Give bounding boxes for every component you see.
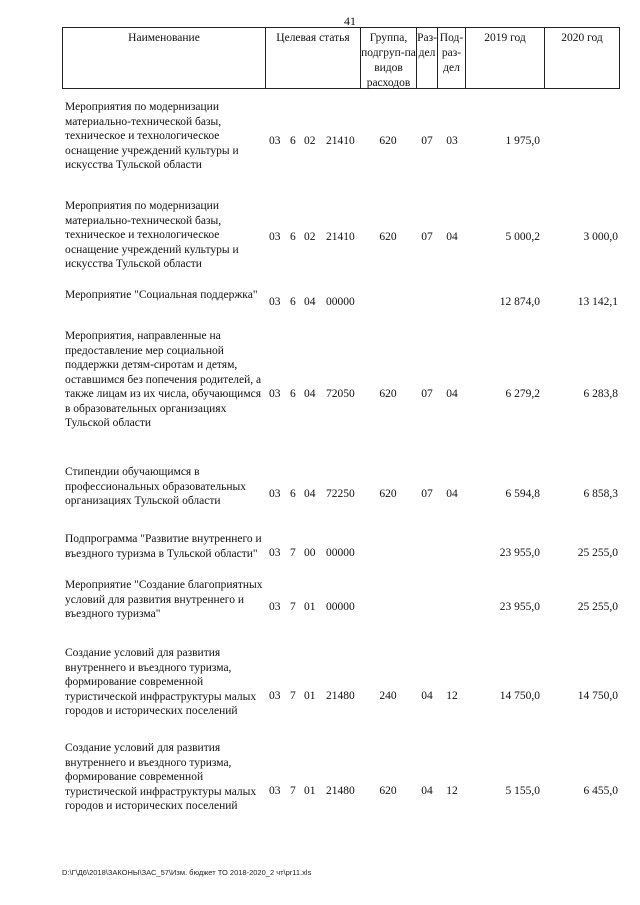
cell-y2020: 6 283,8	[583, 388, 618, 400]
cell-y2019: 6 594,8	[505, 488, 540, 500]
row-name: Мероприятие "Социальная поддержка"	[65, 289, 258, 301]
cell-p2: 7	[290, 690, 296, 702]
row-name: Мероприятие "Создание благоприятных условий для развития внутреннего и въездного туризма"	[65, 579, 263, 620]
cell-p4: 21480	[326, 785, 355, 797]
cell-p4: 21480	[326, 690, 355, 702]
cell-p3: 02	[304, 135, 316, 147]
cell-p2: 7	[290, 601, 296, 613]
cell-y2019: 6 279,2	[505, 388, 540, 400]
cell-y2020: 13 142,1	[577, 296, 618, 308]
row-name: Стипендии обучающимся в профессиональных образовательных организациях Тульской области	[65, 466, 246, 507]
header-name: Наименование	[62, 27, 266, 89]
cell-p1: 03	[269, 690, 281, 702]
cell-pod: 12	[446, 690, 458, 702]
cell-y2019: 1 975,0	[505, 135, 540, 147]
cell-p4: 00000	[326, 296, 355, 308]
cell-y2019: 14 750,0	[499, 690, 540, 702]
cell-pod: 04	[446, 488, 458, 500]
cell-p1: 03	[269, 547, 281, 559]
cell-y2020: 3 000,0	[583, 231, 618, 243]
cell-p3: 00	[304, 547, 316, 559]
cell-y2020: 25 255,0	[577, 547, 618, 559]
cell-p1: 03	[269, 488, 281, 500]
cell-p1: 03	[269, 135, 281, 147]
cell-p4: 00000	[326, 601, 355, 613]
cell-y2019: 23 955,0	[499, 601, 540, 613]
cell-pod: 04	[446, 388, 458, 400]
cell-y2019: 5 000,2	[505, 231, 540, 243]
cell-raz: 04	[421, 690, 433, 702]
cell-p2: 7	[290, 785, 296, 797]
cell-y2019: 23 955,0	[499, 547, 540, 559]
header-group: Группа, подгруп-па видов расходов	[360, 27, 417, 89]
row-name: Создание условий для развития внутреннего и въездного туризма, формирование современной туристической инфраструктуры малых городов и исторических поселений	[65, 742, 257, 812]
header-razdel: Раз-дел	[416, 27, 438, 89]
cell-p3: 01	[304, 690, 316, 702]
cell-raz: 07	[421, 488, 433, 500]
page-number: 41	[344, 14, 356, 28]
cell-y2019: 5 155,0	[505, 785, 540, 797]
cell-raz: 04	[421, 785, 433, 797]
cell-p2: 6	[290, 388, 296, 400]
cell-p2: 6	[290, 296, 296, 308]
header-year-2019: 2019 год	[465, 27, 545, 89]
cell-p1: 03	[269, 231, 281, 243]
cell-y2019: 12 874,0	[499, 296, 540, 308]
cell-p4: 00000	[326, 547, 355, 559]
cell-p4: 21410	[326, 135, 355, 147]
file-path-footer: D:\Г\Д6\2018\ЗАКОНЫ\ЗАС_57\Изм. бюджет ТО 2018-2020_2 чт\pr11.xls	[62, 868, 312, 877]
cell-grp: 620	[379, 388, 397, 400]
cell-p1: 03	[269, 296, 281, 308]
cell-grp: 620	[379, 785, 397, 797]
cell-y2020: 25 255,0	[577, 601, 618, 613]
header-code: Целевая статья	[265, 27, 361, 89]
cell-pod: 04	[446, 231, 458, 243]
cell-raz: 07	[421, 135, 433, 147]
row-name: Мероприятия, направленные на предоставление мер социальной поддержки детям-сиротам и детям, оставшимся без попечения родителей, а также лицам из их числа, обучающимся в образовательных организациях Тульской области	[65, 330, 262, 429]
cell-p4: 21410	[326, 231, 355, 243]
cell-grp: 240	[379, 690, 397, 702]
cell-p1: 03	[269, 601, 281, 613]
row-name: Создание условий для развития внутреннего и въездного туризма, формирование современной туристической инфраструктуры малых городов и исторических поселений	[65, 647, 257, 717]
row-name: Мероприятия по модернизации материально-технической базы, техническое и технологическое оснащение учреждений культуры и искусства Тульской области	[65, 101, 239, 171]
cell-grp: 620	[379, 231, 397, 243]
cell-p2: 6	[290, 231, 296, 243]
cell-p4: 72050	[326, 388, 355, 400]
cell-p3: 02	[304, 231, 316, 243]
cell-y2020: 6 858,3	[583, 488, 618, 500]
header-podrazdel: Под-раз-дел	[437, 27, 466, 89]
cell-p1: 03	[269, 785, 281, 797]
cell-p3: 01	[304, 601, 316, 613]
cell-grp: 620	[379, 488, 397, 500]
cell-y2020: 14 750,0	[577, 690, 618, 702]
cell-p1: 03	[269, 388, 281, 400]
cell-p3: 04	[304, 388, 316, 400]
cell-p4: 72250	[326, 488, 355, 500]
cell-raz: 07	[421, 388, 433, 400]
cell-grp: 620	[379, 135, 397, 147]
cell-raz: 07	[421, 231, 433, 243]
row-name: Подпрограмма "Развитие внутреннего и въездного туризма в Тульской области"	[65, 533, 262, 560]
cell-pod: 12	[446, 785, 458, 797]
cell-p2: 7	[290, 547, 296, 559]
cell-pod: 03	[446, 135, 458, 147]
cell-p2: 6	[290, 135, 296, 147]
header-year-2020: 2020 год	[544, 27, 620, 89]
cell-p2: 6	[290, 488, 296, 500]
cell-p3: 04	[304, 296, 316, 308]
cell-p3: 01	[304, 785, 316, 797]
cell-p3: 04	[304, 488, 316, 500]
cell-y2020: 6 455,0	[583, 785, 618, 797]
row-name: Мероприятия по модернизации материально-технической базы, техническое и технологическое оснащение учреждений культуры и искусства Тульской области	[65, 200, 239, 270]
